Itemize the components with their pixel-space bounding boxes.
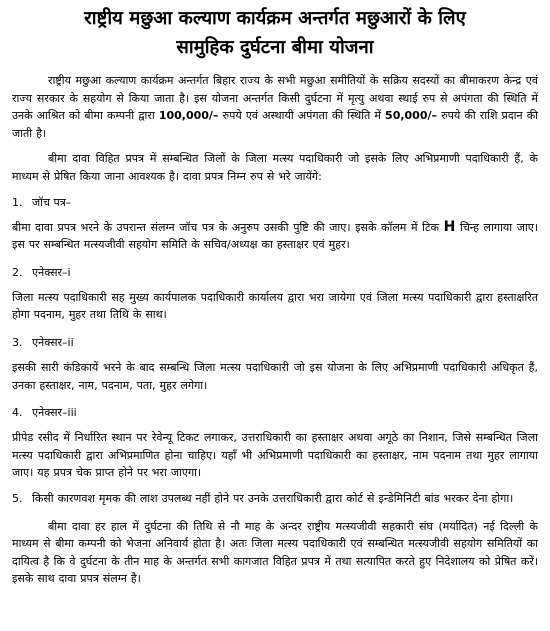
item-4-heading: [12, 404, 538, 421]
amount-partial-disability: 50,000/–: [385, 109, 438, 123]
item-5-number: 5.: [12, 491, 23, 505]
item-1-number: 1.: [12, 195, 23, 209]
intro-text-b: रुपये एवं अस्थायी अपंगता की स्थिति में: [218, 109, 386, 123]
claim-procedure-paragraph: बीमा दावा विहित प्रपत्र में सम्बन्धित जिलों के जिला मत्स्य पदाधिकारी जो इसके लिए अभिप्रमाणी पदाधिकारी हैं, के माध्यम से प्रेषित किया जाना आवश्यक है। दावा प्रपत्र निम्न रुप से भरे जायेंगे:: [12, 152, 538, 183]
item-3-heading: [12, 334, 538, 351]
amount-full-disability: 100,000/–: [158, 109, 219, 123]
tick-mark-symbol: H: [443, 218, 456, 235]
item-3-title: एनेक्सर–ii: [32, 335, 74, 349]
title-line-1: राष्ट्रीय मछुआ कल्याण कार्यक्रम अन्तर्गत मछुआरों के लिए: [84, 8, 466, 29]
intro-text-c: रुपये की राशि प्रदान की जाती है।: [12, 109, 539, 140]
item-1-body-a: बीमा दावा प्रपत्र भरने के उपरान्त संलग्न जॉच पत्र के अनुरुप उसकी पुष्टि की जाए। इसके कॉलम में टिक: [12, 220, 444, 234]
item-1-title: जॉच पत्र–: [32, 195, 72, 209]
item-2-number: 2.: [12, 265, 23, 279]
item-1-body: [12, 219, 538, 254]
item-3-body: इसकी सारी कंडिकायें भरने के बाद सम्बन्धि जिला मत्स्य पदाधिकारी जो इस योजना के लिए अभिप्रमाणी पदाधिकारी अधिकृत हैं, उनका हस्ताक्षर, नाम, पदनाम, पता, मुहर लगेगा।: [12, 360, 538, 392]
item-2-body: जिला मत्स्य पदाधिकारी सह मुख्य कार्यपालक पदाधिकारी कार्यालय द्वारा भरा जायेगा एवं जिला मत्स्य पदाधिकारी द्वारा हस्ताक्षरित होगा पदनाम, मुहर तथा तिथि के साथ।: [12, 290, 538, 322]
document-title: [12, 4, 538, 62]
item-5: [12, 490, 538, 508]
title-line-2: सामुहिक दुर्घटना बीमा योजना: [176, 37, 374, 58]
item-4-body: प्रीपेड रसीद में निर्धारित स्थान पर रेवेन्यू टिकट लगाकर, उत्तराधिकारी का हस्ताक्षर अथवा अगूठे का निशान, जिसे सम्बन्धित जिला मत्स्य पदाधिकारी द्वारा अभिप्रमाणित होना चाहिए। यहाँ भी अभिप्रमाणी पदाधिकारी का हस्ताक्षर, नाम पदनाम तथा मुहर लागाया जाए। यह प्रपत्र चेक प्राप्त होने पर भरा जाएगा।: [12, 431, 538, 480]
item-3-number: 3.: [12, 335, 23, 349]
item-4-title: एनेक्सर–iii: [32, 406, 77, 420]
item-5-text: किसी कारणवश मृमक की लाश उपलब्ध नहीं होने पर उनके उत्तराधिकारी द्वारा कोर्ट से इन्डेमिनिटी बांड भरकर देना होगा।: [32, 491, 514, 505]
item-2-title: एनेक्सर–i: [32, 265, 71, 279]
item-1-body-b: चिन्ह लागाया जाए। इस पर सम्बन्धित मत्स्यजीवी सहयोग समिति के सचिव/अध्यक्ष का हस्ताक्षर एवं मुहर।: [12, 220, 539, 252]
final-paragraph: बीमा दावा हर हाल में दुर्घटना की तिथि से नौ माह के अन्दर राष्ट्रीय मत्स्यजीवी सहकारी संघ (मर्यादित) नई दिल्ली के माध्यम से बीमा कम्पनी को भेजना अनिवार्य होता है। अतः जिला मत्स्य पदाधिकारी एवं सम्बन्धित मत्स्यजीवी सहयोग समितियों का दायित्व है कि वे दुर्घटना के तीन माह के अन्तर्गत सभी कागजात विहित प्रपत्र में तथा सत्यापित करते हुए निदेशालय को प्रेषित करें। इसके साथ दावा प्रपत्र संलग्न है।: [12, 519, 538, 586]
item-4-number: 4.: [12, 406, 23, 420]
item-2-heading: [12, 264, 538, 281]
intro-text-a: राष्ट्रीय मछुआ कल्याण कार्यक्रम अन्तर्गत बिहार राज्य के सभी मछुआ समीतियों के सक्रिय सदस्यों का बीमाकरण केन्द्र एवं राज्य सरकार के सहयोग से किया जाता है। इस योजना अन्तर्गत किसी दुर्घटना में मृत्यु अथवा स्थाई रुप से अपंगता की स्थिति में उनके आश्रित को बीमा कम्पनी द्वारा: [12, 74, 538, 123]
intro-paragraph: [12, 72, 538, 142]
item-1-heading: [12, 194, 538, 211]
